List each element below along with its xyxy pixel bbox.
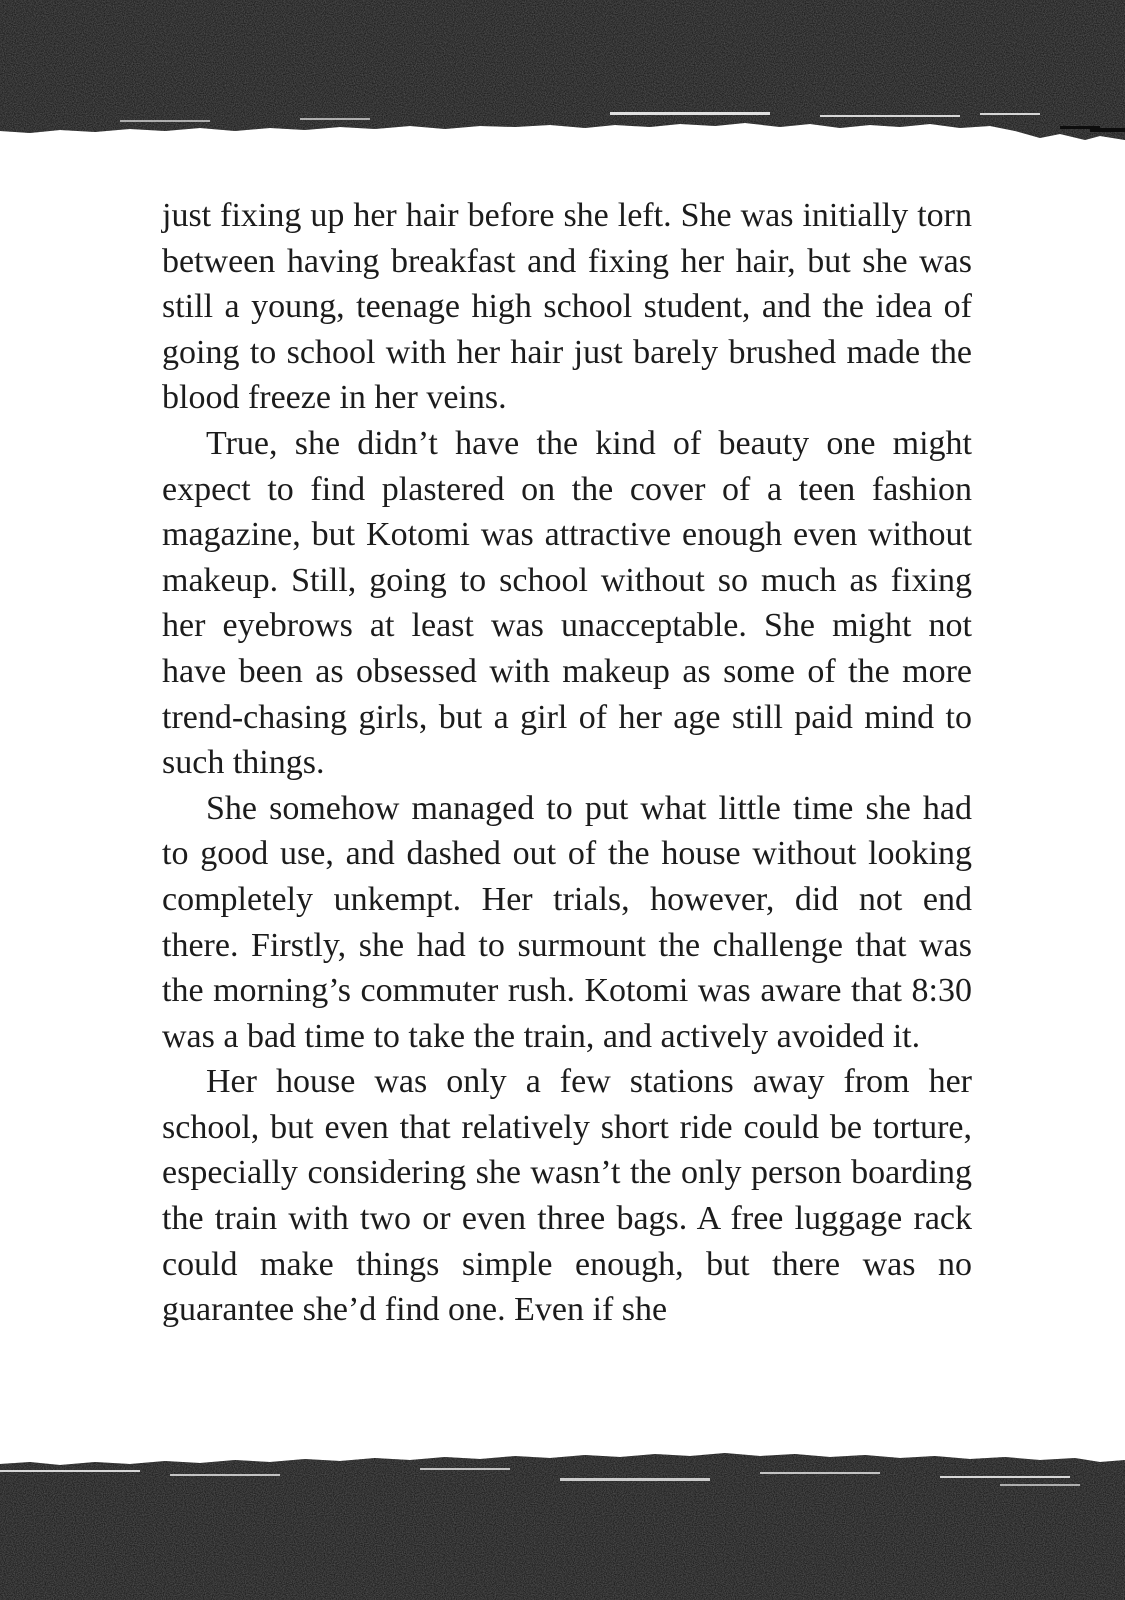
paragraph-1: just fixing up her hair before she left. She was initially torn between having breakfast and fixing her hair, but she was still a young, teenage high school student, and the idea of going to school with her hair just barely brushed made the blood freeze in her veins. (162, 197, 972, 417)
paragraph-2: True, she didn’t have the kind of beauty one might expect to find plastered on the cover of a teen fashion magazine, but Kotomi was attractive enough even without makeup. Still, going to school without so much as fixing her eyebrows at least was unacceptable. She might not have been as obsessed with makeup as some of the more trend-chasing girls, but a girl of her age still paid mind to such things. (162, 424, 972, 782)
paragraph-4: Her house was only a few stations away from her school, but even that relatively short ride could be torture, especially considering she wasn’t the only person boarding the train with two or even three bags. A free luggage rack could make things simple enough, but there was no guarantee she’d find one. Even if she (162, 1063, 972, 1329)
top-ink-border-graphic (0, 0, 1125, 150)
top-ink-border (0, 0, 1125, 150)
paragraph-3: She somehow managed to put what little time she had to good use, and dashed out of the house without looking completely unkempt. Her trials, however, did not end there. Firstly, she had to surmount the challenge that was the morning’s commuter rush. Kotomi was aware that 8:30 was a bad time to take the train, and actively avoided it. (162, 789, 972, 1055)
bottom-ink-border-graphic (0, 1450, 1125, 1600)
page-body-text (162, 193, 972, 1333)
bottom-ink-border (0, 1450, 1125, 1600)
